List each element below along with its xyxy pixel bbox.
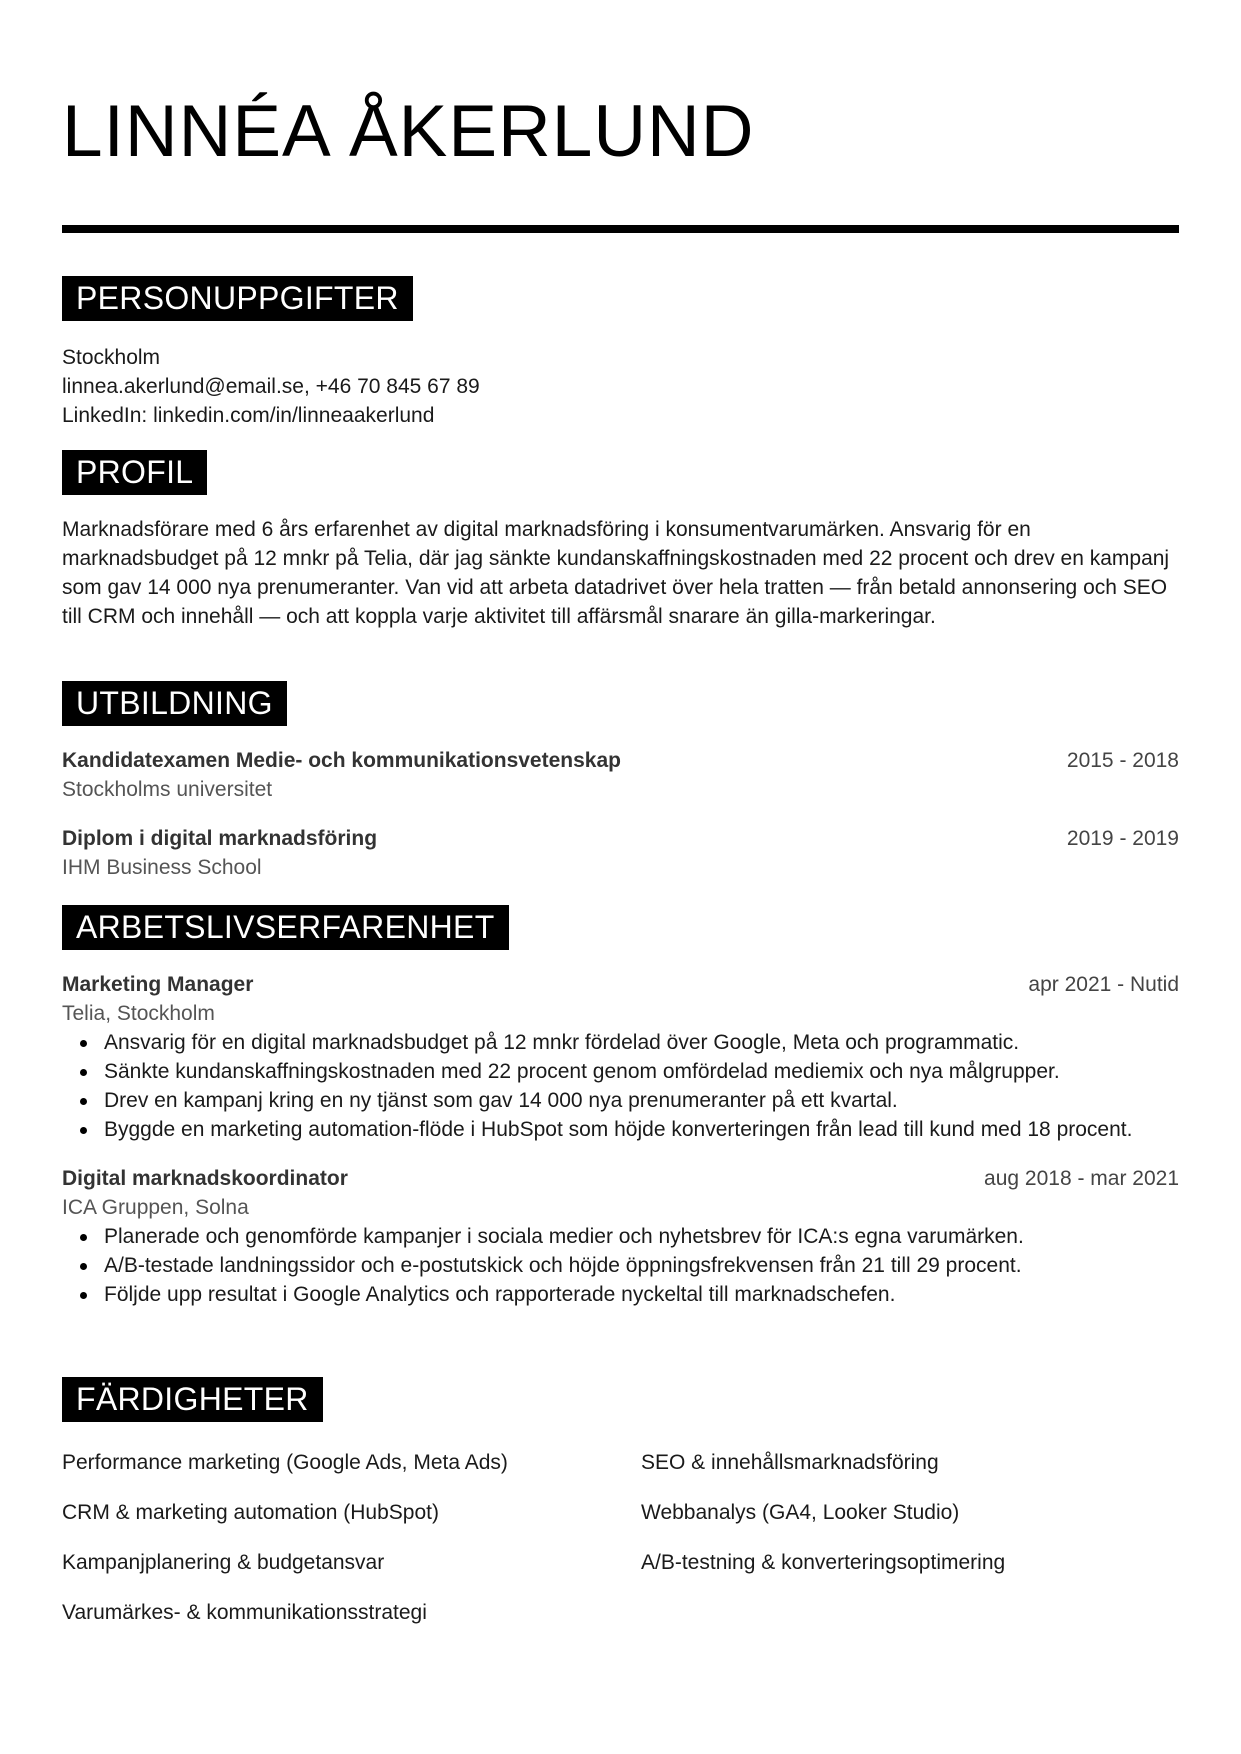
candidate-name: LINNÉA ÅKERLUND [62, 91, 755, 172]
section-heading-education: UTBILDNING [62, 681, 287, 726]
achievement-item [104, 1222, 1179, 1251]
degree-title: Diplom i digital marknadsföring [62, 827, 378, 850]
achievement-text: Planerade och genomförde kampanjer i sociala medier och nyhetsbrev för ICA:s egna varumärken. [104, 1225, 1024, 1248]
achievement-item [104, 1115, 1179, 1144]
job-achievements [62, 1222, 1179, 1309]
achievement-text: Sänkte kundanskaffningskostnaden med 22 procent genom omfördelad mediemix och nya målgrupper. [104, 1060, 1060, 1083]
achievement-text: Drev en kampanj kring en ny tjänst som gav 14 000 nya prenumeranter på ett kvartal. [104, 1089, 898, 1112]
job-title: Marketing Manager [62, 973, 254, 996]
job-entry [62, 970, 1179, 1144]
city: Stockholm [62, 346, 161, 369]
skill-item: Performance marketing (Google Ads, Meta Ads) [62, 1451, 508, 1474]
skills-section [62, 1377, 1179, 1627]
education-entry [62, 746, 1179, 804]
skill-item: Webbanalys (GA4, Looker Studio) [641, 1501, 960, 1524]
bullet-icon [80, 1127, 87, 1134]
education-section [62, 681, 1179, 882]
skills-grid [62, 1448, 1179, 1627]
job-dates: aug 2018 - mar 2021 [984, 1167, 1179, 1190]
experience-section [62, 905, 1179, 1309]
job-title: Digital marknadskoordinator [62, 1167, 348, 1190]
skill-item: A/B-testning & konverteringsoptimering [641, 1551, 1006, 1574]
achievement-item [104, 1086, 1179, 1115]
achievement-item [104, 1028, 1179, 1057]
skill-item: Kampanjplanering & budgetansvar [62, 1551, 385, 1574]
resume-page [62, 0, 1179, 1754]
section-heading-personal: PERSONUPPGIFTER [62, 276, 413, 321]
education-dates: 2019 - 2019 [1066, 827, 1179, 850]
skill-item: Varumärkes- & kommunikationsstrategi [62, 1601, 427, 1624]
bullet-icon [80, 1263, 87, 1270]
achievement-item [104, 1280, 1179, 1309]
education-dates: 2015 - 2018 [1066, 749, 1179, 772]
job-achievements [62, 1028, 1179, 1144]
section-heading-skills: FÄRDIGHETER [62, 1377, 323, 1422]
education-entry [62, 824, 1179, 882]
achievement-item [104, 1057, 1179, 1086]
header-divider [62, 225, 1179, 233]
bullet-icon [80, 1069, 87, 1076]
bullet-icon [80, 1040, 87, 1047]
skill-item: SEO & innehållsmarknadsföring [641, 1451, 939, 1474]
profile-section [62, 450, 1179, 631]
achievement-text: Följde upp resultat i Google Analytics och rapporterade nyckeltal till marknadschefen. [104, 1283, 896, 1306]
section-heading-profile: PROFIL [62, 450, 207, 495]
school-name: Stockholms universitet [62, 778, 273, 801]
achievement-text: Ansvarig för en digital marknadsbudget på 12 mnkr fördelad över Google, Meta och programmatic. [104, 1031, 1020, 1054]
company-name: ICA Gruppen, Solna [62, 1196, 249, 1219]
degree-title: Kandidatexamen Medie- och kommunikationsvetenskap [62, 749, 621, 772]
contact-details: linnea.akerlund@email.se, +46 70 845 67 89 [62, 375, 480, 398]
achievement-text: A/B-testade landningssidor och e-postutskick och höjde öppningsfrekvensen från 21 till 29 procent. [104, 1254, 1022, 1277]
company-name: Telia, Stockholm [62, 1002, 215, 1025]
job-dates: apr 2021 - Nutid [1028, 973, 1179, 996]
linkedin-link: LinkedIn: linkedin.com/in/linneaakerlund [62, 404, 435, 427]
achievement-text: Byggde en marketing automation-flöde i HubSpot som höjde konverteringen från lead till kund med 18 procent. [104, 1118, 1133, 1141]
skill-item: CRM & marketing automation (HubSpot) [62, 1501, 439, 1524]
personal-section [62, 276, 1179, 430]
bullet-icon [80, 1234, 87, 1241]
school-name: IHM Business School [62, 856, 262, 879]
job-entry [62, 1164, 1179, 1309]
bullet-icon [80, 1292, 87, 1299]
section-heading-experience: ARBETSLIVSERFARENHET [62, 905, 509, 950]
bullet-icon [80, 1098, 87, 1105]
profile-summary: Marknadsförare med 6 års erfarenhet av digital marknadsföring i konsumentvarumärken. Ansvarig för en marknadsbudget på 12 mnkr på Telia, där jag sänkte kundanskaffningskostnaden med 22 procent och drev en kampanj som gav 14 000 nya prenumeranter. Van vid att arbeta datadrivet över hela tratten — från betald annonsering och SEO till CRM och innehåll — och att koppla varje aktivitet till affärsmål snarare än gilla-markeringar. [62, 518, 1170, 628]
achievement-item [104, 1251, 1179, 1280]
